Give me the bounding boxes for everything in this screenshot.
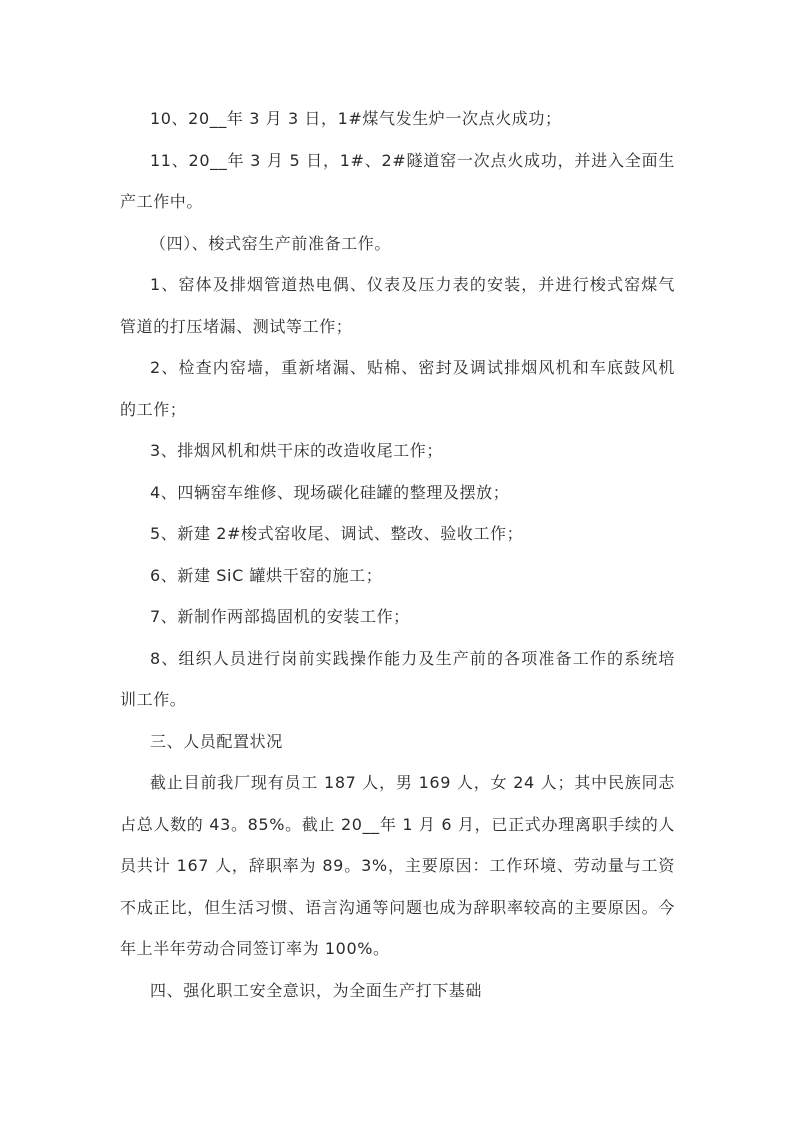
paragraph-item-10: 10、20__年 3 月 3 日，1#煤气发生炉一次点火成功； (150, 109, 562, 128)
paragraph-item-7: 7、新制作两部捣固机的安装工作； (150, 607, 410, 626)
section-heading-safety: 四、强化职工安全意识，为全面生产打下基础 (150, 980, 483, 1000)
paragraph-item-6: 6、新建 SiC 罐烘干窑的施工； (150, 565, 383, 585)
paragraph-item-8: 8、组织人员进行岗前实践操作能力及生产前的各项准备工作的系统培训工作。 (120, 648, 675, 709)
section-heading-3: 三、人员配置状况 (150, 731, 283, 751)
paragraph-item-4: 4、四辆窑车维修、现场碳化硅罐的整理及摆放； (150, 482, 510, 502)
paragraph-item-3: 3、排烟风机和烘干床的改造收尾工作； (150, 441, 443, 460)
document-body (120, 98, 675, 1011)
paragraph-item-1: 1、窑体及排烟管道热电偶、仪表及压力表的安装，并进行梭式窑煤气管道的打压堵漏、测试等工作； (120, 275, 675, 336)
paragraph-item-11: 11、20__年 3 月 5 日，1#、2#隧道窑一次点火成功，并进入全面生产工作中。 (120, 150, 675, 211)
paragraph-item-2: 2、检查内窑墙，重新堵漏、贴棉、密封及调试排烟风机和车底鼓风机的工作； (120, 358, 675, 419)
section-heading-4: （四）、梭式窑生产前准备工作。 (150, 233, 392, 253)
staffing-paragraph: 截止目前我厂现有员工 187 人，男 169 人，女 24 人；其中民族同志占总人数的 43。85%。截止 20__年 1 月 6 月，已正式办理离职手续的人员共计 167 人，辞职率为 89。3%，主要原因：工作环境、劳动量与工资不成正比，但生活习惯、语言沟通等问题也成为辞职率较高的主要原因。今年上半年劳动合同签订率为 100%。 (120, 773, 675, 958)
paragraph-item-5: 5、新建 2#梭式窑收尾、调试、整改、验收工作； (150, 524, 524, 543)
